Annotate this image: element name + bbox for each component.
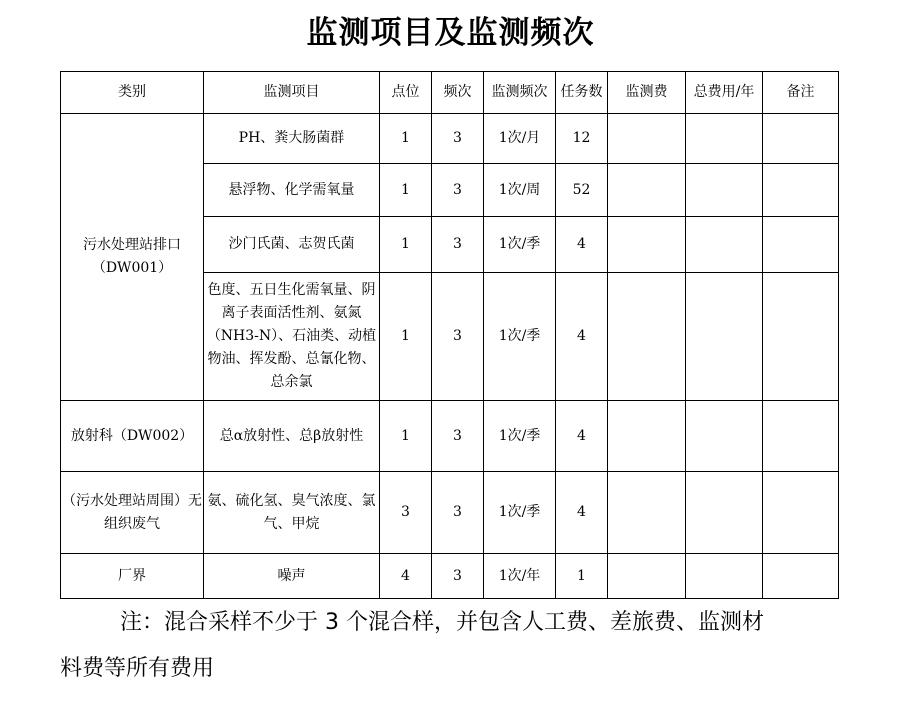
points-cell: 4 [380, 554, 432, 599]
points-cell: 1 [380, 164, 432, 217]
monitoring-table [60, 71, 839, 599]
freq-cell: 1次/周 [484, 164, 556, 217]
fee-cell [608, 472, 686, 554]
tasks-cell: 4 [556, 273, 608, 401]
footnote-line: 注：混合采样不少于 3 个混合样，并包含人工费、差旅费、监测材 [120, 610, 764, 635]
times-cell: 3 [432, 554, 484, 599]
category-cell: 污水处理站排口（DW001） [61, 114, 204, 401]
header-cell: 监测频次 [484, 72, 556, 114]
times-cell: 3 [432, 401, 484, 472]
category-cell: 放射科（DW002） [61, 401, 204, 472]
item-cell: 噪声 [204, 554, 380, 599]
fee-cell [608, 273, 686, 401]
total-cell [686, 114, 763, 164]
footnote-line: 料费等所有费用 [60, 656, 215, 681]
note-cell [763, 114, 839, 164]
header-row [61, 72, 839, 114]
freq-cell: 1次/季 [484, 472, 556, 554]
tasks-cell: 4 [556, 472, 608, 554]
times-cell: 3 [432, 217, 484, 273]
fee-cell [608, 554, 686, 599]
points-cell: 1 [380, 401, 432, 472]
note-cell [763, 164, 839, 217]
category-cell: 厂界 [61, 554, 204, 599]
note-cell [763, 472, 839, 554]
points-cell: 1 [380, 114, 432, 164]
item-cell: PH、粪大肠菌群 [204, 114, 380, 164]
header-cell: 点位 [380, 72, 432, 114]
points-cell: 1 [380, 273, 432, 401]
item-cell: 总α放射性、总β放射性 [204, 401, 380, 472]
total-cell [686, 554, 763, 599]
table-row [61, 114, 839, 164]
table-row [61, 401, 839, 472]
table-row [61, 554, 839, 599]
tasks-cell: 12 [556, 114, 608, 164]
freq-cell: 1次/年 [484, 554, 556, 599]
note-cell [763, 554, 839, 599]
freq-cell: 1次/季 [484, 217, 556, 273]
document-title: 监测项目及监测频次 [306, 15, 595, 51]
freq-cell: 1次/季 [484, 273, 556, 401]
header-cell: 备注 [763, 72, 839, 114]
category-cell: （污水处理站周围）无组织废气 [61, 472, 204, 554]
header-cell: 类别 [61, 72, 204, 114]
fee-cell [608, 401, 686, 472]
table-body [61, 114, 839, 599]
fee-cell [608, 164, 686, 217]
note-cell [763, 273, 839, 401]
times-cell: 3 [432, 273, 484, 401]
total-cell [686, 401, 763, 472]
note-cell [763, 401, 839, 472]
item-cell: 沙门氏菌、志贺氏菌 [204, 217, 380, 273]
times-cell: 3 [432, 472, 484, 554]
tasks-cell: 4 [556, 217, 608, 273]
item-cell: 色度、五日生化需氧量、阴离子表面活性剂、氨氮（NH3-N）、石油类、动植物油、挥发酚、总氰化物、总余氯 [204, 273, 380, 401]
item-cell: 悬浮物、化学需氧量 [204, 164, 380, 217]
points-cell: 1 [380, 217, 432, 273]
header-cell: 总费用/年 [686, 72, 763, 114]
tasks-cell: 52 [556, 164, 608, 217]
note-cell [763, 217, 839, 273]
item-cell: 氨、硫化氢、臭气浓度、氯气、甲烷 [204, 472, 380, 554]
tasks-cell: 1 [556, 554, 608, 599]
freq-cell: 1次/月 [484, 114, 556, 164]
header-cell: 监测费 [608, 72, 686, 114]
header-cell: 频次 [432, 72, 484, 114]
total-cell [686, 164, 763, 217]
total-cell [686, 273, 763, 401]
table-row [61, 472, 839, 554]
fee-cell [608, 217, 686, 273]
total-cell [686, 217, 763, 273]
header-cell: 任务数 [556, 72, 608, 114]
freq-cell: 1次/季 [484, 401, 556, 472]
tasks-cell: 4 [556, 401, 608, 472]
times-cell: 3 [432, 114, 484, 164]
total-cell [686, 472, 763, 554]
times-cell: 3 [432, 164, 484, 217]
points-cell: 3 [380, 472, 432, 554]
footnote [60, 600, 860, 692]
fee-cell [608, 114, 686, 164]
header-cell: 监测项目 [204, 72, 380, 114]
